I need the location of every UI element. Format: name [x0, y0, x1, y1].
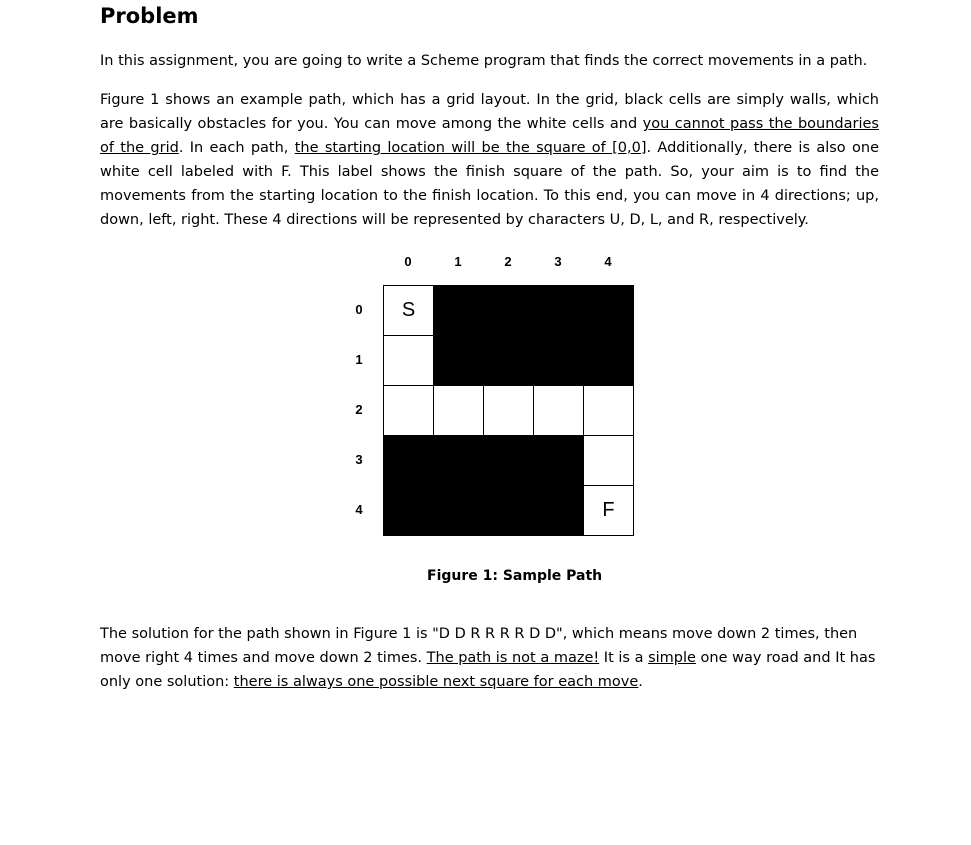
open-cell: [484, 386, 534, 436]
open-cell: [584, 436, 634, 486]
column-label: 4: [604, 254, 612, 269]
row-label: 3: [355, 452, 363, 467]
intro-paragraph: In this assignment, you are going to write a Scheme program that finds the correct movements in a path.: [100, 53, 868, 69]
wall-cell: [584, 336, 634, 386]
wall-cell: [534, 286, 584, 336]
wall-cell: [434, 436, 484, 486]
text-segment: .: [638, 674, 643, 690]
open-cell: [384, 386, 434, 436]
wall-cell: [534, 436, 584, 486]
wall-cell: [484, 336, 534, 386]
figure-caption: Figure 1: Sample Path: [427, 568, 603, 584]
open-cell: [534, 386, 584, 436]
wall-cell: [484, 436, 534, 486]
wall-cell: [434, 286, 484, 336]
wall-cell: [534, 486, 584, 536]
open-cell: [384, 336, 434, 386]
problem-heading: Problem: [100, 4, 199, 28]
row-label: 4: [355, 502, 363, 517]
text-segment: one way road and It has only one solution:: [100, 650, 876, 690]
text-segment: It is a: [599, 650, 649, 666]
column-label: 2: [504, 254, 512, 269]
wall-cell: [534, 336, 584, 386]
underlined-simple: simple: [648, 650, 696, 666]
underlined-boundaries-rule: you cannot pass the boundaries of the grid: [100, 116, 879, 156]
figure-description-paragraph: [100, 88, 879, 232]
row-label: 2: [355, 402, 363, 417]
column-label: 1: [454, 254, 462, 269]
wall-cell: [584, 286, 634, 336]
row-label: 0: [355, 302, 363, 317]
labeled-cell-s: S: [384, 286, 434, 336]
wall-cell: [384, 486, 434, 536]
underlined-one-next-square: there is always one possible next square for each move: [233, 674, 639, 690]
open-cell: [584, 386, 634, 436]
wall-cell: [484, 286, 534, 336]
text-segment: Figure 1 shows an example path, which has a grid layout. In the grid, black cells are simply walls, which are basically obstacles for you. You can move among the white cells and: [100, 92, 879, 132]
column-label: 0: [404, 254, 412, 269]
underlined-start-location-rule: the starting location will be the square of [0,0]: [294, 140, 647, 156]
wall-cell: [434, 336, 484, 386]
labeled-cell-f: F: [584, 486, 634, 536]
path-grid: [383, 285, 634, 536]
open-cell: [434, 386, 484, 436]
wall-cell: [384, 436, 434, 486]
wall-cell: [434, 486, 484, 536]
solution-paragraph: [100, 622, 879, 694]
text-segment: The solution for the path shown in Figure 1 is "D D R R R R D D", which means move down 2 times, then move right 4 times and move down 2 times.: [100, 626, 858, 666]
underlined-not-maze: The path is not a maze!: [426, 650, 600, 666]
column-label: 3: [554, 254, 562, 269]
text-segment: . In each path,: [178, 140, 295, 156]
text-segment: . Additionally, there is also one white cell labeled with F. This label shows the finish square of the path. So, your aim is to find the movements from the starting location to the finish location. To this end, you can move in 4 directions; up, down, left, right. These 4 directions will be represented by characters U, D, L, and R, respectively.: [100, 140, 879, 228]
row-label: 1: [355, 352, 363, 367]
wall-cell: [484, 486, 534, 536]
